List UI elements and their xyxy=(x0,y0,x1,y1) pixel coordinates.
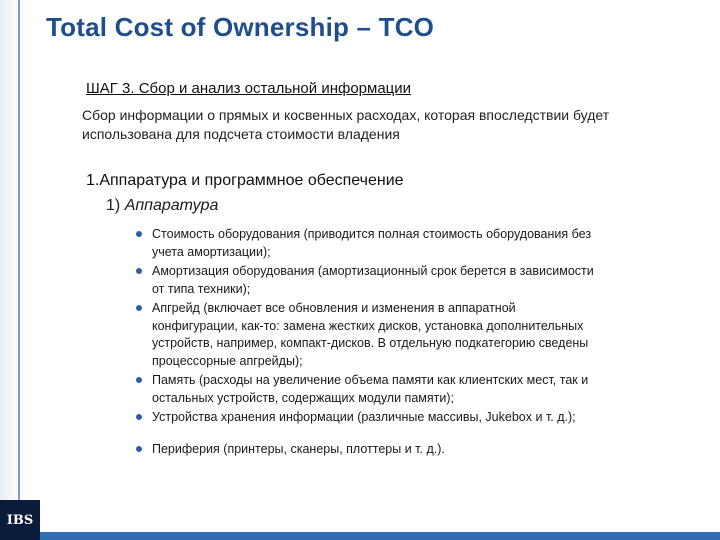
ibs-logo: IBS xyxy=(0,500,40,540)
section-heading: 1.Аппаратура и программное обеспечение xyxy=(86,172,404,189)
step-description: Сбор информации о прямых и косвенных расходах, которая впоследствии будет использована для подсчета стоимости владения xyxy=(82,107,610,142)
list-item xyxy=(136,441,604,459)
bullet-icon xyxy=(136,414,142,420)
bullet-text: Стоимость оборудования (приводится полная стоимость оборудования без учета амортизации); xyxy=(152,227,592,259)
bullet-text: Память (расходы на увеличение объема памяти как клиентских мест, так и остальных устройств, содержащих модули памяти); xyxy=(152,373,589,405)
bullet-text: Апгрейд (включает все обновления и изменения в аппаратной конфигурации, как-то: замена жестких дисков, установка дополнительных устройств, например, компакт-дисков. В отдельную подкатегорию сведены процессорные апгрейды); xyxy=(152,301,589,368)
left-decor-bar xyxy=(0,0,20,540)
bottom-accent-bar xyxy=(40,532,720,540)
subsection-number: 1) xyxy=(106,197,121,214)
list-item xyxy=(136,409,604,427)
bullet-list xyxy=(136,226,604,460)
list-item xyxy=(136,372,604,407)
subsection-title: Аппаратура xyxy=(124,197,219,214)
bullet-text: Амортизация оборудования (амортизационный срок берется в зависимости от типа техники); xyxy=(152,264,594,296)
bullet-icon xyxy=(136,377,142,383)
bullet-icon xyxy=(136,305,142,311)
bullet-icon xyxy=(136,268,142,274)
bullet-icon xyxy=(136,231,142,237)
subsection-heading xyxy=(106,197,218,215)
bullet-icon xyxy=(136,446,142,452)
list-item xyxy=(136,263,604,298)
list-item xyxy=(136,300,604,370)
bullet-text: Периферия (принтеры, сканеры, плоттеры и т. д.). xyxy=(152,441,445,456)
list-item xyxy=(136,226,604,261)
slide-title: Total Cost of Ownership – TCO xyxy=(46,12,435,42)
left-vertical-line xyxy=(18,0,20,500)
bullet-text: Устройства хранения информации (различные массивы, Jukebox и т. д.); xyxy=(152,410,576,424)
step-heading: ШАГ 3. Сбор и анализ остальной информации xyxy=(86,80,412,97)
